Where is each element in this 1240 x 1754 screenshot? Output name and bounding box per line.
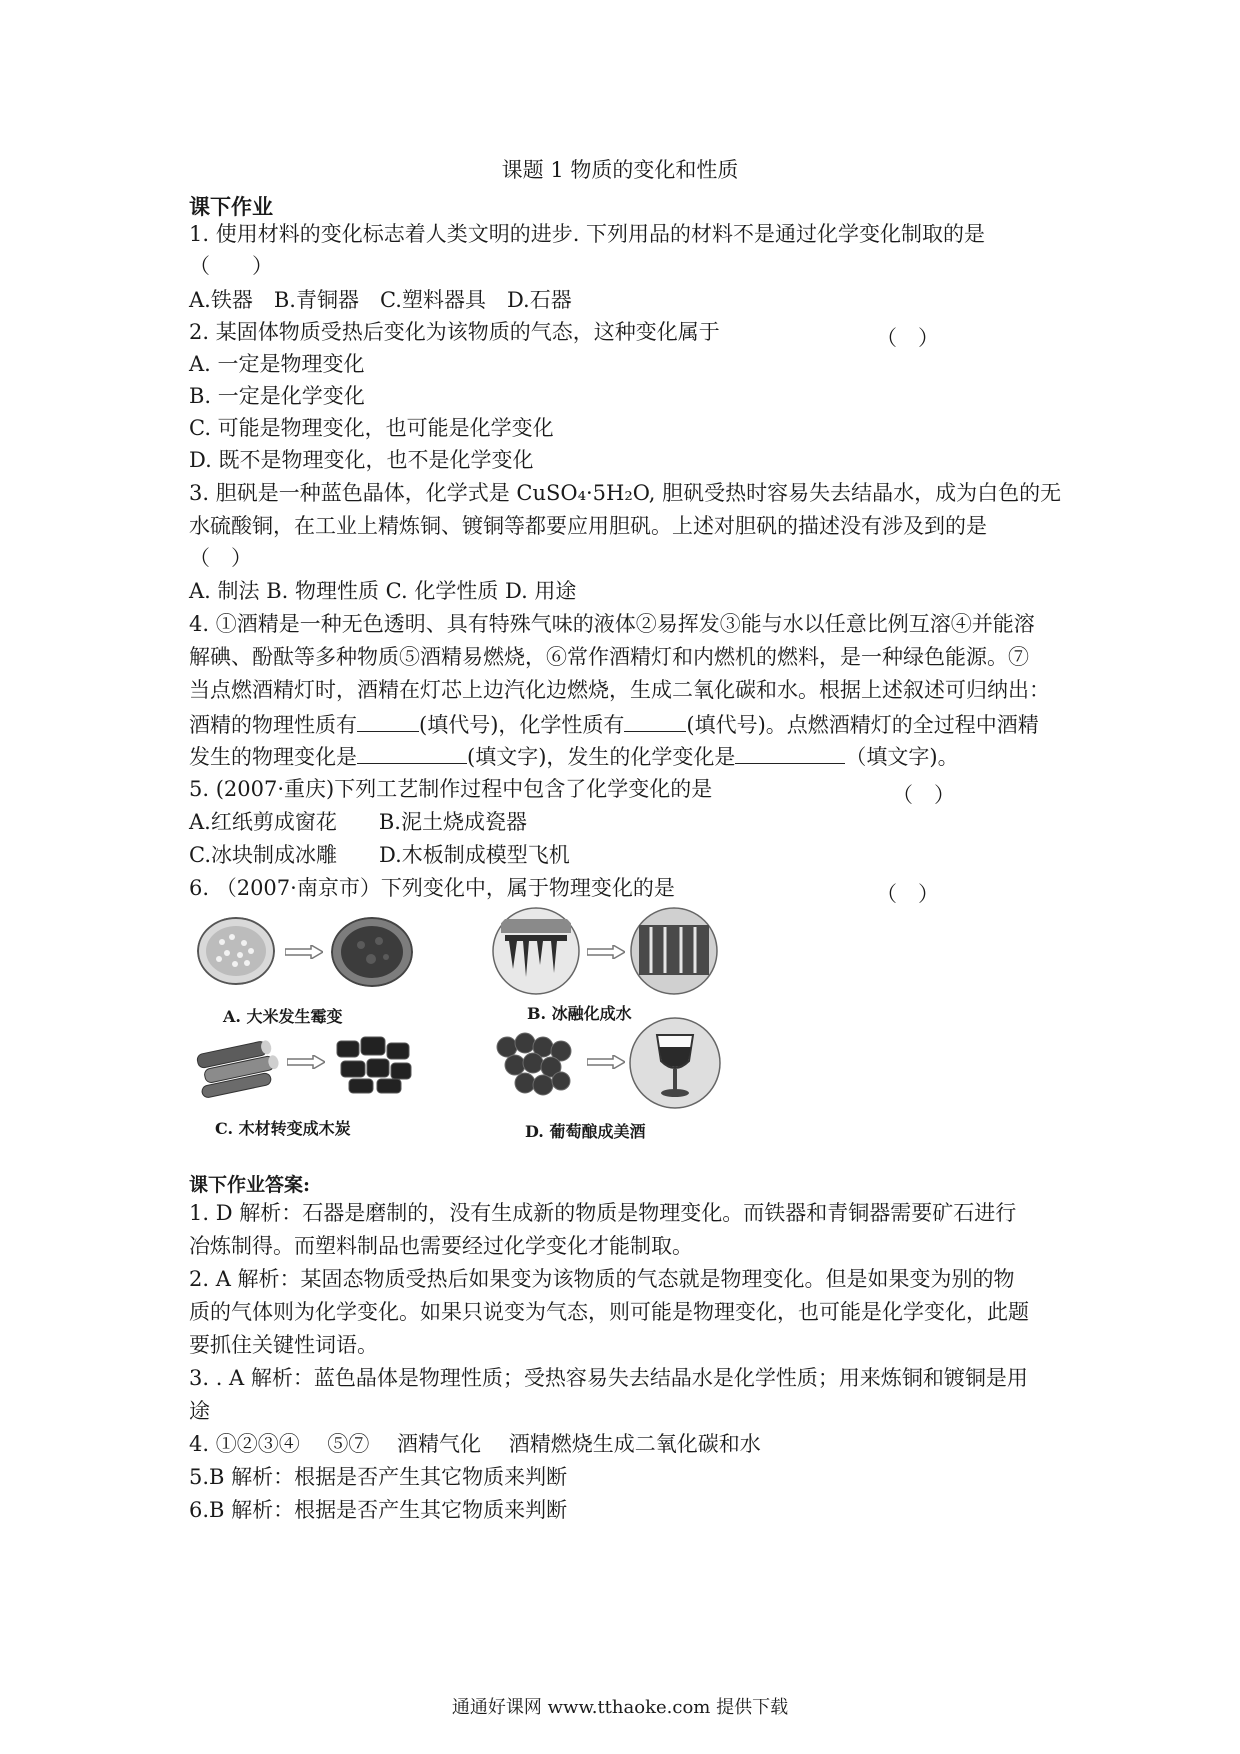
arrow-icon: [587, 1055, 625, 1069]
q3-answer-paren: （ ）: [189, 546, 252, 570]
q1-stem: 1. 使用材料的变化标志着人类文明的进步. 下列用品的材料不是通过化学变化制取的是: [189, 222, 986, 246]
caption-b: B. 冰融化成水: [527, 1004, 632, 1023]
q6-figure: [189, 905, 739, 1141]
q4-line5-tail: （填文字)。: [845, 745, 959, 769]
charcoal-icon: [331, 1031, 417, 1099]
q1-answer-paren: （ ）: [189, 254, 273, 278]
answer-1-line2: 冶炼制得。而塑料制品也需要经过化学变化才能制取。: [189, 1234, 693, 1258]
q3-options: A. 制法 B. 物理性质 C. 化学性质 D. 用途: [189, 579, 577, 603]
answer-1-line1: 1. D 解析：石器是磨制的，没有生成新的物质是物理变化。而铁器和青铜器需要矿石进行: [189, 1201, 1017, 1225]
q4-physical-label: 酒精的物理性质有: [189, 713, 357, 737]
q2-stem: 2. 某固体物质受热后变化为该物质的气态，这种变化属于: [189, 320, 720, 344]
moldy-rice-icon: [331, 917, 413, 987]
q4-physical-change-label: 发生的物理变化是: [189, 745, 357, 769]
arrow-icon: [285, 945, 323, 959]
caption-a: A. 大米发生霉变: [223, 1007, 343, 1026]
homework-heading: 课下作业: [189, 194, 273, 219]
wood-icon: [193, 1029, 279, 1099]
q4-chemical-change-blank: [735, 745, 845, 764]
q5-options-2: C.冰块制成冰雕 D.木板制成模型飞机: [189, 843, 570, 867]
q3-stem-line2: 水硫酸铜，在工业上精炼铜、镀铜等都要应用胆矾。上述对胆矾的描述没有涉及到的是: [189, 514, 987, 538]
rice-icon: [197, 917, 275, 985]
q4-stem-line3: 当点燃酒精灯时，酒精在灯芯上边汽化边燃烧，生成二氧化碳和水。根据上述叙述可归纳出：: [189, 678, 1050, 702]
q4-chemical-blank: [624, 713, 686, 732]
q4-physical-change-blank: [357, 745, 467, 764]
answer-4: 4. ①②③④ ⑤⑦ 酒精气化 酒精燃烧生成二氧化碳和水: [189, 1432, 761, 1456]
q5-options-1: A.红纸剪成窗花 B.泥土烧成瓷器: [189, 810, 527, 834]
q6-stem: 6. （2007·南京市）下列变化中，属于物理变化的是: [189, 876, 675, 900]
answer-3-line1: 3. . A 解析：蓝色晶体是物理性质；受热容易失去结晶水是化学性质；用来炼铜和镀铜是用: [189, 1366, 1028, 1390]
caption-c: C. 木材转变成木炭: [215, 1119, 351, 1138]
q5-stem: 5. (2007·重庆)下列工艺制作过程中包含了化学变化的是: [189, 777, 713, 801]
answer-3-line2: 途: [189, 1399, 210, 1423]
q1-options: A.铁器 B.青铜器 C.塑料器具 D.石器: [189, 288, 572, 312]
q4-stem-line2: 解碘、酚酞等多种物质⑤酒精易燃烧，⑥常作酒精灯和内燃机的燃料，是一种绿色能源。⑦: [189, 645, 1029, 669]
arrow-icon: [287, 1055, 325, 1069]
q2-option-c: C. 可能是物理变化，也可能是化学变化: [189, 416, 554, 440]
q4-chemical-label: (填代号)，化学性质有: [419, 713, 625, 737]
q2-answer-paren: （ ）: [876, 326, 939, 350]
page-footer: 通通好课网 www.tthaoke.com 提供下载: [451, 1697, 789, 1718]
q2-option-d: D. 既不是物理变化，也不是化学变化: [189, 448, 534, 472]
ice-icon: [491, 907, 581, 995]
arrow-icon: [587, 945, 625, 959]
answer-5: 5.B 解析：根据是否产生其它物质来判断: [189, 1465, 568, 1489]
caption-d: D. 葡萄酿成美酒: [525, 1122, 646, 1141]
q4-line4-tail: (填代号)。点燃酒精灯的全过程中酒精: [686, 713, 1039, 737]
q5-answer-paren: （ ）: [892, 783, 955, 807]
water-icon: [629, 907, 719, 995]
answers-heading: 课下作业答案:: [189, 1174, 311, 1196]
answer-2-line1: 2. A 解析：某固态物质受热后如果变为该物质的气态就是物理变化。但是如果变为别的物: [189, 1267, 1015, 1291]
q4-chemical-change-label: (填文字)，发生的化学变化是: [467, 745, 736, 769]
q2-option-a: A. 一定是物理变化: [189, 352, 365, 376]
page-title: 课题 1 物质的变化和性质: [501, 158, 739, 182]
q3-stem-line1: 3. 胆矾是一种蓝色晶体，化学式是 CuSO₄·5H₂O, 胆矾受热时容易失去结晶水，成为白色的无: [189, 481, 1062, 505]
answer-2-line3: 要抓住关键性词语。: [189, 1333, 378, 1357]
wine-icon: [629, 1017, 721, 1109]
grape-icon: [489, 1027, 581, 1103]
q6-answer-paren: （ ）: [876, 882, 939, 906]
answer-2-line2: 质的气体则为化学变化。如果只说变为气态，则可能是物理变化，也可能是化学变化，此题: [189, 1300, 1029, 1324]
q2-option-b: B. 一定是化学变化: [189, 384, 365, 408]
q4-stem-line1: 4. ①酒精是一种无色透明、具有特殊气味的液体②易挥发③能与水以任意比例互溶④并能溶: [189, 612, 1035, 636]
q4-physical-blank: [357, 713, 419, 732]
q4-stem-line5: [189, 745, 959, 768]
q4-stem-line4: [189, 713, 1039, 736]
answer-6: 6.B 解析：根据是否产生其它物质来判断: [189, 1498, 568, 1522]
